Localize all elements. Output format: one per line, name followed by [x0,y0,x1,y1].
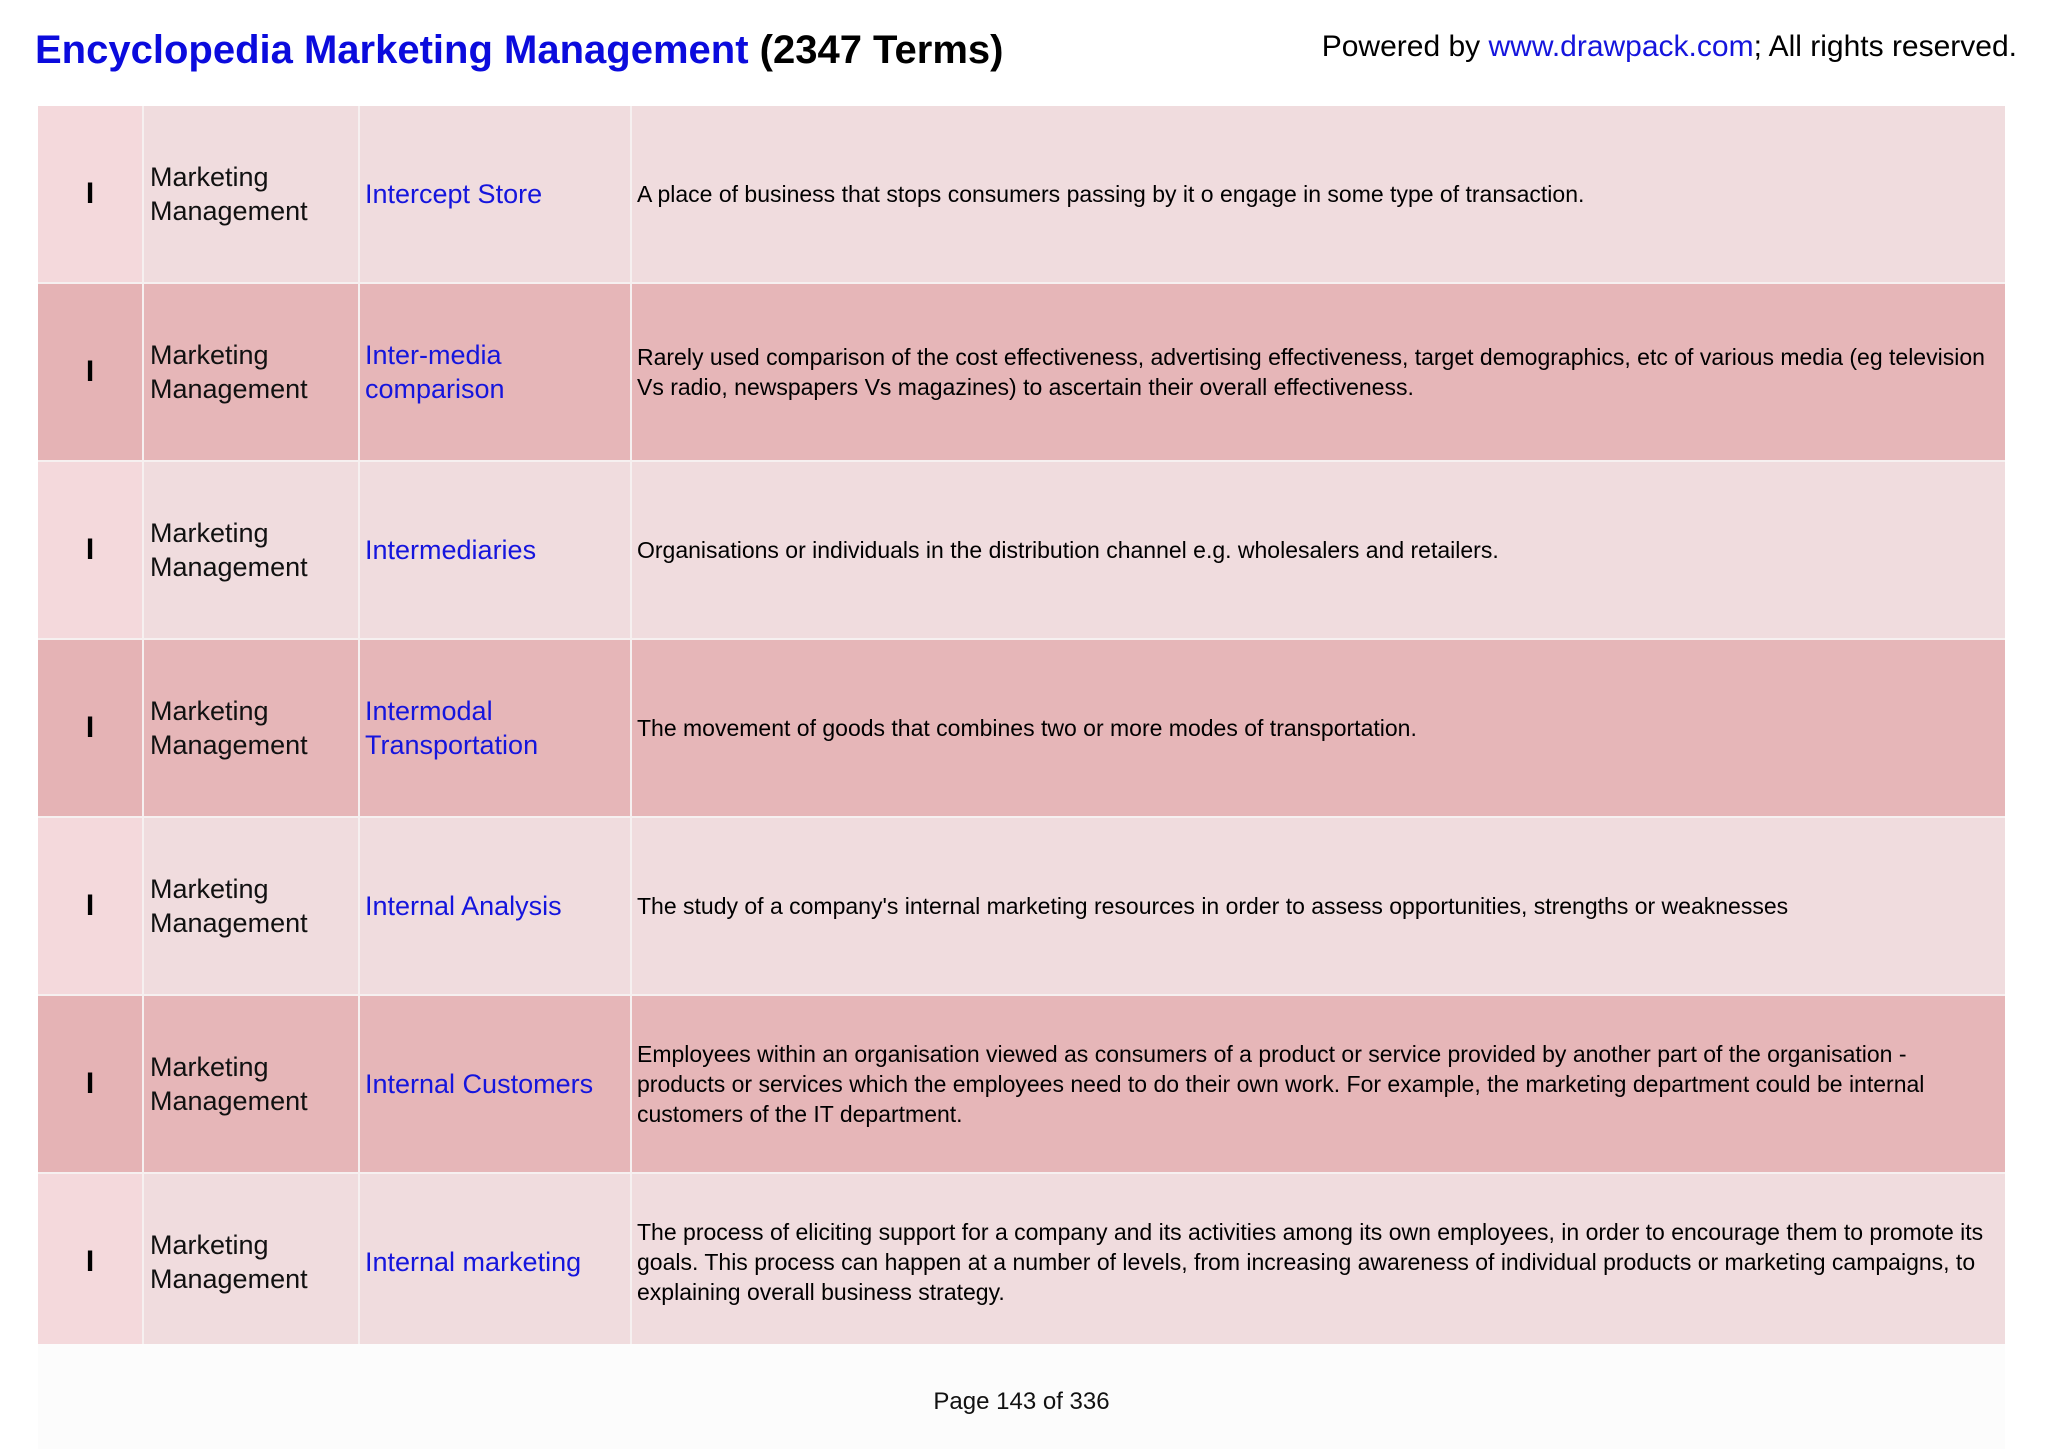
table-row [38,460,2005,638]
category-cell: Marketing Management [144,1174,360,1350]
table-row [38,994,2005,1172]
drawpack-link[interactable]: www.drawpack.com [1488,30,1754,63]
powered-prefix: Powered by [1321,30,1489,63]
page-footer [38,1344,2005,1449]
table-row [38,1172,2005,1350]
category-cell: Marketing Management [144,996,360,1172]
page-number: Page 143 of 336 [933,1388,1110,1415]
powered-by-notice [1322,30,2017,64]
page-title [35,28,1003,73]
letter-cell: I [38,996,144,1172]
category-cell: Marketing Management [144,818,360,994]
title-encyclopedia-name: Encyclopedia Marketing Management [35,28,749,72]
definition-cell: The movement of goods that combines two or more modes of transportation. [637,715,1417,741]
rights-reserved-text: ; All rights reserved. [1753,30,2017,63]
term-link[interactable]: Inter-media comparison [360,284,632,460]
term-link[interactable]: Intermediaries [360,462,632,638]
category-cell: Marketing Management [144,462,360,638]
title-term-count: (2347 Terms) [759,28,1004,72]
category-cell: Marketing Management [144,106,360,282]
definition-cell: Rarely used comparison of the cost effectiveness, advertising effectiveness, target demographics, etc of various media (eg television Vs radio, newspapers Vs magazines) to ascertain their overall effectiveness. [637,344,1985,400]
term-link[interactable]: Intermodal Transportation [360,640,632,816]
definition-cell: Organisations or individuals in the distribution channel e.g. wholesalers and retailers. [637,537,1499,563]
category-cell: Marketing Management [144,284,360,460]
table-row [38,282,2005,460]
terms-table [38,106,2005,1350]
letter-cell: I [38,462,144,638]
term-link[interactable]: Internal Analysis [360,818,632,994]
term-link[interactable]: Internal marketing [360,1174,632,1350]
definition-cell: The process of eliciting support for a company and its activities among its own employees, in order to encourage them to promote its goals. This process can happen at a number of levels, from increasing awareness of individual products or marketing campaigns, to explaining overall business strategy. [637,1219,1984,1305]
table-row [38,106,2005,282]
table-row [38,816,2005,994]
category-cell: Marketing Management [144,640,360,816]
letter-cell: I [38,818,144,994]
definition-cell: The study of a company's internal marketing resources in order to assess opportunities, strengths or weaknesses [637,893,1789,919]
definition-cell: Employees within an organisation viewed as consumers of a product or service provided by another part of the organisation - products or services which the employees need to do their own work. For example, the marketing department could be internal customers of the IT department. [637,1041,1925,1127]
definition-cell: A place of business that stops consumers passing by it o engage in some type of transaction. [637,181,1585,207]
letter-cell: I [38,640,144,816]
term-link[interactable]: Intercept Store [360,106,632,282]
page-header [0,0,2048,104]
letter-cell: I [38,1174,144,1350]
letter-cell: I [38,284,144,460]
table-row [38,638,2005,816]
letter-cell: I [38,106,144,282]
term-link[interactable]: Internal Customers [360,996,632,1172]
